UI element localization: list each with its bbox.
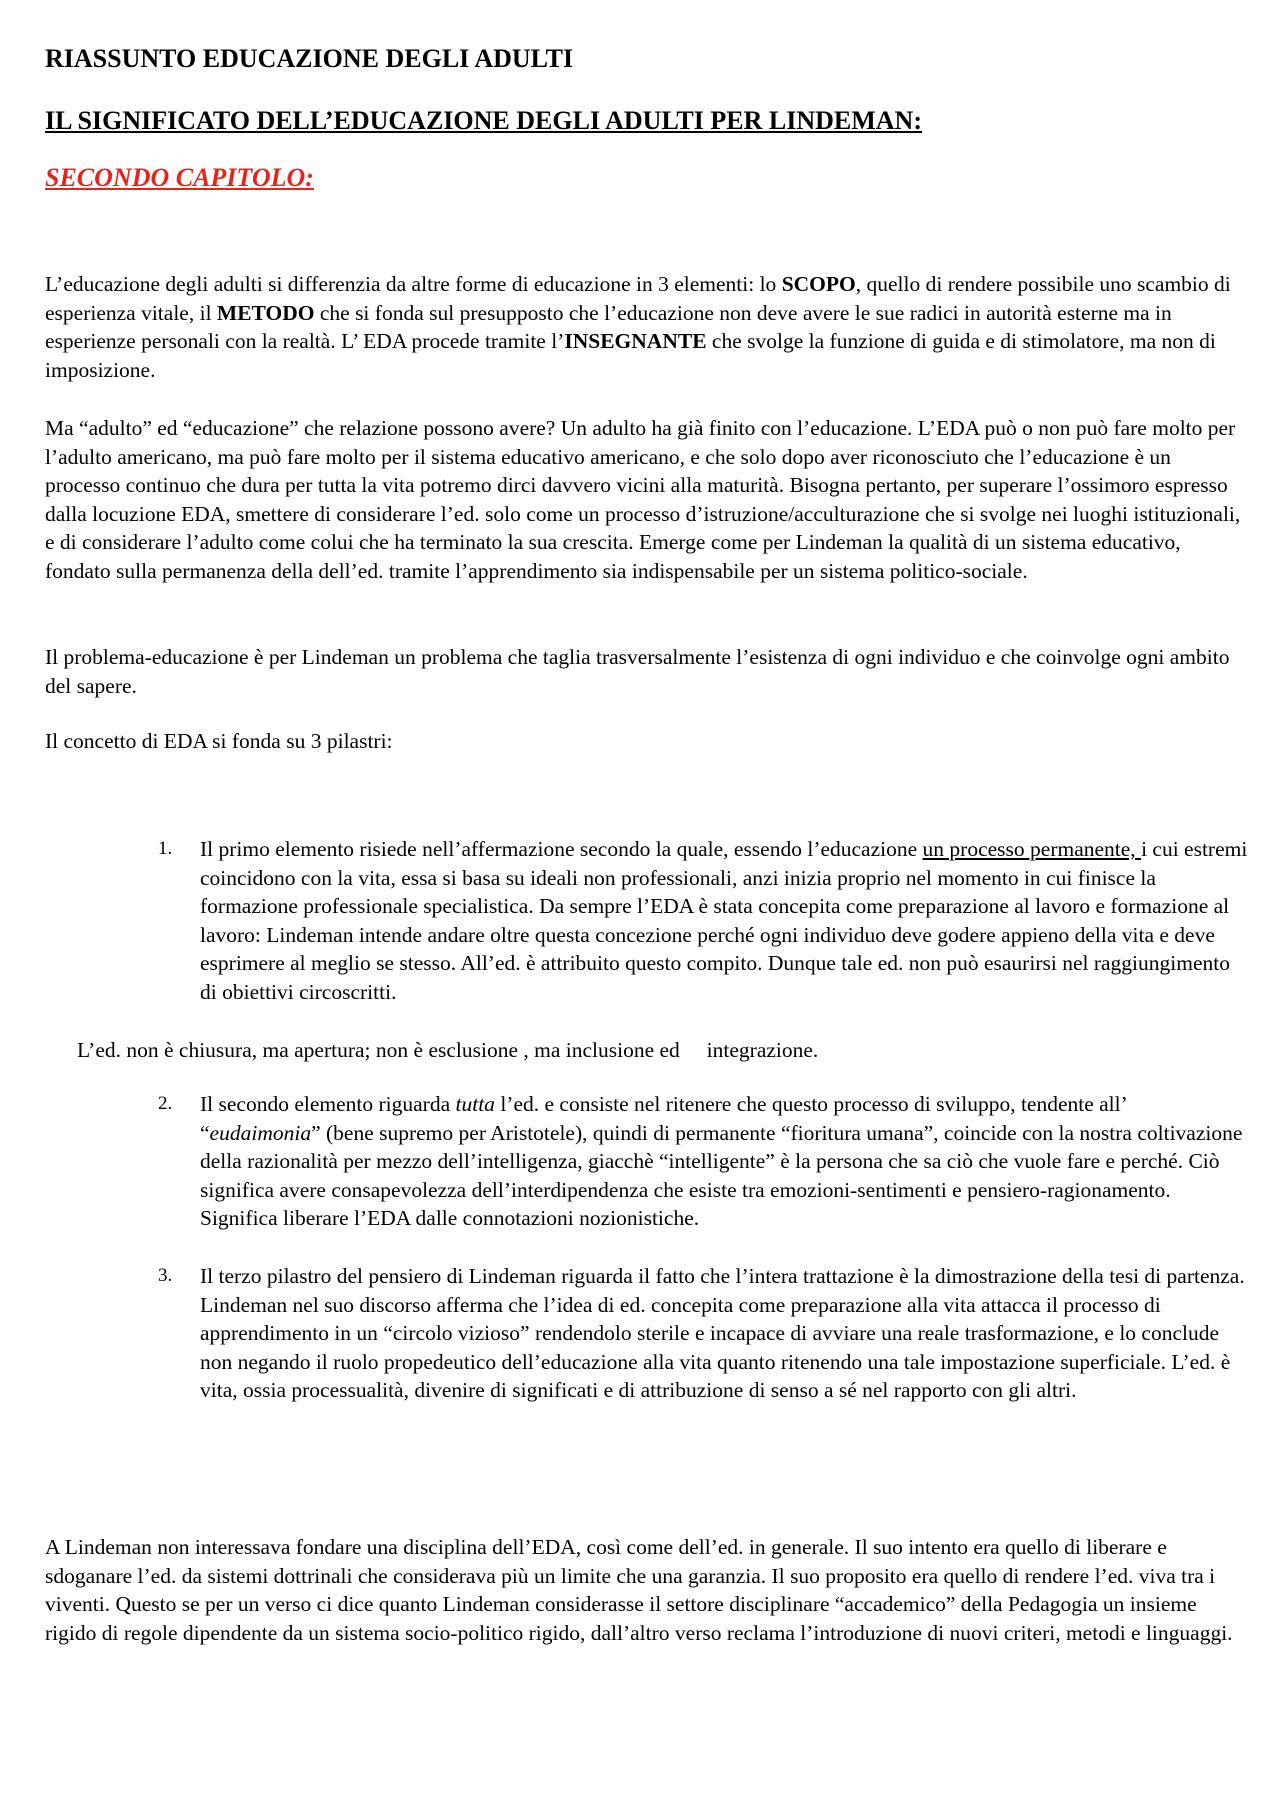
para1-text-c: , quello di rendere possibile uno scambio di esperienza vitale, il (45, 272, 1231, 325)
list-item-2-text-a: Il secondo elemento riguarda (200, 1092, 456, 1116)
list-item-2-text-b: l’ed. e consiste nel ritenere che questo processo di sviluppo, tendente all’ “ (200, 1092, 1127, 1145)
keyword-metodo: METODO (216, 300, 315, 325)
list-item-3-text: Il terzo pilastro del pensiero di Lindeman riguarda il fatto che l’intera trattazione è la dimostrazione della tesi di partenza. Lindeman nel suo discorso afferma che l’idea di ed. concepita come preparazione alla vita attacca il processo di apprendimento in un “circolo vizioso” rendendolo sterile e incapace di avviare una reale trasformazione, e lo conclude non negando il ruolo propedeutico dell’educazione alla vita quanto ritenendo una tale impostazione superficiale. L’ed. è vita, ossia processualità, divenire di significati e di attribuzione di senso a sé nel rapporto con gli altri. (200, 1264, 1245, 1403)
para1-text-e: che svolge la funzione di guida e di stimolatore, ma non di imposizione. (45, 329, 1216, 382)
list-item-1 (158, 835, 1250, 1007)
document-title: RIASSUNTO EDUCAZIONE DEGLI ADULTI (45, 44, 574, 73)
list-number: 3. (158, 1265, 173, 1286)
list-item-1-text-b: i cui estremi coincidono con la vita, essa si basa su ideali non professionali, anzi inizia proprio nel momento in cui finisce la formazione professionale specialistica. Da sempre l’EDA è stata concepita come preparazione al lavoro e formazione al lavoro: Lindeman intende andare oltre questa concezione perché ogni individuo deve godere appieno della vita e deve esprimere al meglio se stesso. All’ed. è attribuito questo compito. Dunque tale ed. non può esaurirsi nel raggiungimento di obiettivi circoscritti. (200, 837, 1248, 1004)
list-item-1-text-a: Il primo elemento risiede nell’affermazione secondo la quale, essendo l’educazione (200, 837, 923, 861)
paragraph-adulto: Ma “adulto” ed “educazione” che relazione possono avere? Un adulto ha già finito con l’educazione. L’EDA può o non può fare molto per l’adulto americano, ma può fare molto per il sistema educativo americano, e che solo dopo aver riconosciuto che l’educazione è un processo continuo che dura per tutta la vita potremo dirci davvero vicini alla maturità. Bisogna pertanto, per superare l’ossimoro espresso dalla locuzione EDA, smettere di considerare l’ed. solo come un processo d’istruzione/acculturazione che si svolge nei luoghi istituzionali, e di considerare l’adulto come colui che ha terminato la sua crescita. Emerge come per Lindeman la qualità di un sistema educativo, fondato sulla permanenza della dell’ed. tramite l’apprendimento sia indispensabile per un sistema politico-sociale. (45, 416, 1241, 583)
paragraph-intro (45, 270, 1245, 384)
chapter-heading: SECONDO CAPITOLO: (45, 163, 314, 192)
keyword-insegnante: INSEGNANTE (564, 329, 707, 354)
list-item-2 (158, 1090, 1250, 1233)
list-item-1-underlined: un processo permanente, (922, 837, 1142, 861)
list-number: 1. (158, 838, 173, 859)
italic-tutta: tutta (455, 1092, 495, 1116)
document-subtitle: IL SIGNIFICATO DELL’EDUCAZIONE DEGLI ADULTI PER LINDEMAN: (45, 106, 922, 135)
paragraph-pilastri: Il concetto di EDA si fonda su 3 pilastri: (45, 729, 393, 753)
para1-text-a: L’educazione degli adulti si differenzia da altre forme di educazione in 3 elementi: lo (45, 272, 782, 296)
list-item-2-text-c: ” (bene supremo per Aristotele), quindi di permanente “fioritura umana”, coincide con la nostra coltivazione della razionalità per mezzo dell’intelligenza, giacchè “intelligente” è la persona che sa ciò che vuole fare e perché. Ciò significa avere consapevolezza dell’interdipendenza che esiste tra emozioni-sentimenti e pensiero-ragionamento. Significa liberare l’EDA dalle connotazioni nozionistiche. (200, 1120, 1243, 1231)
note-line: L’ed. non è chiusura, ma apertura; non è esclusione , ma inclusione ed integrazione. (77, 1038, 819, 1062)
keyword-scopo: SCOPO (781, 272, 856, 296)
para1-text-d: che si fonda sul presupposto che l’educazione non deve avere le sue radici in autorità esterne ma in esperienze personali con la realtà. L’ EDA procede tramite l’ (45, 300, 1172, 354)
paragraph-problema: Il problema-educazione è per Lindeman un problema che taglia trasversalmente l’esistenza di ogni individuo e che coinvolge ogni ambito del sapere. (45, 645, 1230, 698)
list-item-3 (158, 1262, 1250, 1405)
paragraph-conclusione: A Lindeman non interessava fondare una disciplina dell’EDA, così come dell’ed. in generale. Il suo intento era quello di liberare e sdoganare l’ed. da sistemi dottrinali che considerava più un limite che una garanzia. Il suo proposito era quello di rendere l’ed. viva tra i viventi. Questo se per un verso ci dice quanto Lindeman considerasse il settore disciplinare “accademico” della Pedagogia un insieme rigido di regole dipendente da un sistema socio-politico rigido, dall’altro verso reclama l’introduzione di nuovi criteri, metodi e linguaggi. (45, 1535, 1233, 1645)
italic-eudaimonia: eudaimonia (209, 1120, 312, 1145)
list-number: 2. (158, 1093, 173, 1114)
